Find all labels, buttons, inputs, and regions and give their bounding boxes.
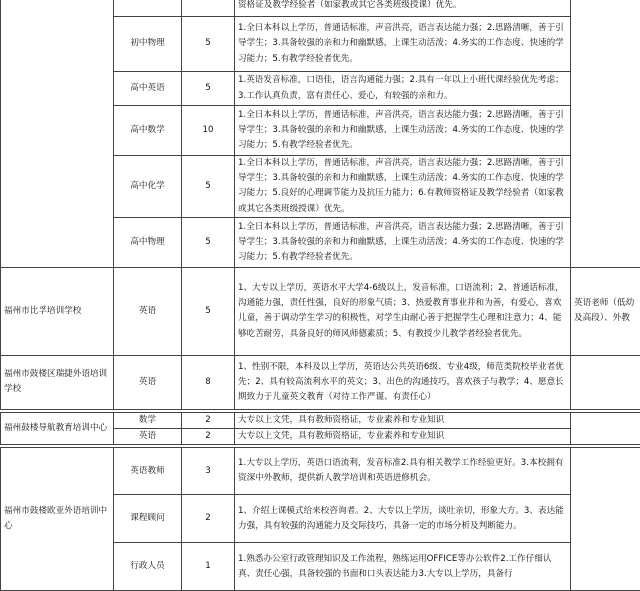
note-cell xyxy=(571,355,640,409)
requirement-cell: 1.大专以上学历，英语口语流利，发音标准2.具有相关教学工作经验更好。3.本校拥有资深中外教师，提供新人教学培训和英语进修机会。 xyxy=(235,448,571,495)
count-cell: 2 xyxy=(182,429,235,445)
position-cell: 初中物理 xyxy=(114,17,182,72)
requirement-cell: 1.英语发音标准，口语佳，语言沟通能力强；2.具有一年以上小班代课经验优先考虑；3.工作认真负责，富有责任心、爱心，有较强的亲和力。 xyxy=(235,72,571,106)
position-cell: 课程顾问 xyxy=(114,495,182,543)
count-cell: 2 xyxy=(182,495,235,543)
position-cell: 高中化学 xyxy=(114,156,182,218)
position-cell: 行政人员 xyxy=(114,543,182,591)
requirement-cell: 1、性别不限，本科及以上学历，英语达公共英语6级、专业4级，师范类院校毕业者优先；2、具有较高流利水平的英文；3、出色的沟通技巧，喜欢孩子与教学；4、愿意长期致力于儿童英文教育（对待工作严谨、有责任心） xyxy=(235,355,571,409)
count-cell: 5 xyxy=(182,17,235,72)
requirement-cell: 1.全日本科以上学历，普通话标准，声音洪亮，语言表达能力强；2.思路清晰，善于引导学生；3.具备较强的亲和力和幽默感，上课生动活泼；4.务实的工作态度、快速的学习能力；5.良好的心理调节能力及抗压力能力；6.有教师资格证及教学经验者（如家教或其它各类班级授课）优先。 xyxy=(235,156,571,218)
requirement-cell: 1.全日本科以上学历，普通话标准，声音洪亮，语言表达能力强；2.思路清晰，善于引导学生；3.具备较强的亲和力和幽默感，上课生动活泼；4.务实的工作态度、快速的学习能力；5.有教学经验者优先。 xyxy=(235,106,571,156)
org-cell: 福州市鼓楼区瑞捷外语培训学校 xyxy=(1,355,114,409)
position-cell: 高中英语 xyxy=(114,72,182,106)
count-cell: 1 xyxy=(182,543,235,591)
org-cell: 福州市比孚培训学校 xyxy=(1,267,114,355)
count-cell: 5 xyxy=(182,156,235,218)
count-cell: 5 xyxy=(182,267,235,355)
note-cell xyxy=(571,0,640,267)
table-row xyxy=(1,355,640,409)
table-row xyxy=(1,0,640,17)
requirement-cell: 1.全日本科以上学历，普通话标准，声音洪亮，语言表达能力强；2.思路清晰，善于引导学生；3.具备较强的亲和力和幽默感，上课生动活泼；4.务实的工作态度、快速的学习能力；5.有教学经验者优先。 xyxy=(235,217,571,267)
org-cell xyxy=(1,0,114,267)
position-cell: 高中数学 xyxy=(114,106,182,156)
position-cell: 数学 xyxy=(114,412,182,428)
note-cell: 英语老师（低幼及高段）、外教 xyxy=(571,267,640,355)
requirement-cell: 1.全日本科以上学历，普通话标准，声音洪亮，语言表达能力强；2.思路清晰，善于引导学生；3.具备较强的亲和力和幽默感，上课生动活泼；4.务实的工作态度、快速的学习能力；5.有教学经验者优先。 xyxy=(235,17,571,72)
table-row xyxy=(1,448,640,495)
position-cell: 英语 xyxy=(114,355,182,409)
requirement-cell: 大专以上文凭，具有教师资格证，专业素养和专业知识 xyxy=(235,429,571,445)
count-cell: 2 xyxy=(182,412,235,428)
org-cell: 福州市鼓楼欧亚外语培训中心 xyxy=(1,448,114,591)
position-cell: 英语 xyxy=(114,267,182,355)
position-cell: 高中物理 xyxy=(114,217,182,267)
count-cell: 5 xyxy=(182,72,235,106)
table-row xyxy=(1,412,640,428)
position-cell: 英语 xyxy=(114,429,182,445)
requirement-cell: 1.熟悉办公室行政管理知识及工作流程，熟练运用OFFICE等办公软件2.工作仔细认真、责任心强，具备较强的书面和口头表达能力3.大专以上学历，具备行 xyxy=(235,543,571,591)
position-cell: 英语教师 xyxy=(114,448,182,495)
org-cell: 福州鼓楼导航教育培训中心 xyxy=(1,412,114,444)
requirement-cell: 大专以上文凭，具有教师资格证，专业素养和专业知识 xyxy=(235,412,571,428)
count-cell: 5 xyxy=(182,217,235,267)
requirement-cell: 1、大专以上学历，英语水平大学4-6级以上，发音标准，口语流利；2、普通话标准，沟通能力强，责任性强，良好的形象气质；3、热爱教育事业并和为善，有爱心，喜欢儿童，善于调动学生学习的积极性，对学生由耐心善于把握学生心理和注意力；4、能够吃苦耐劳，具备良好的师风师德素质；5、有教授少儿教学者经验者优先。 xyxy=(235,267,571,355)
position-cell xyxy=(114,0,182,17)
requirement-cell: 1、介绍上课模式给来校咨询者。2、大专以上学历，谈吐亲切，形象大方。3、表达能力强，具有较强的沟通能力及交际技巧，具备一定的市场分析及判断能力。 xyxy=(235,495,571,543)
count-cell: 3 xyxy=(182,448,235,495)
note-cell xyxy=(571,448,640,591)
count-cell: 8 xyxy=(182,355,235,409)
requirement-cell: 资格证及教学经验者（如家教或其它各类班级授课）优先。 xyxy=(235,0,571,17)
count-cell xyxy=(182,0,235,17)
note-cell xyxy=(571,412,640,444)
count-cell: 10 xyxy=(182,106,235,156)
table-row xyxy=(1,267,640,355)
